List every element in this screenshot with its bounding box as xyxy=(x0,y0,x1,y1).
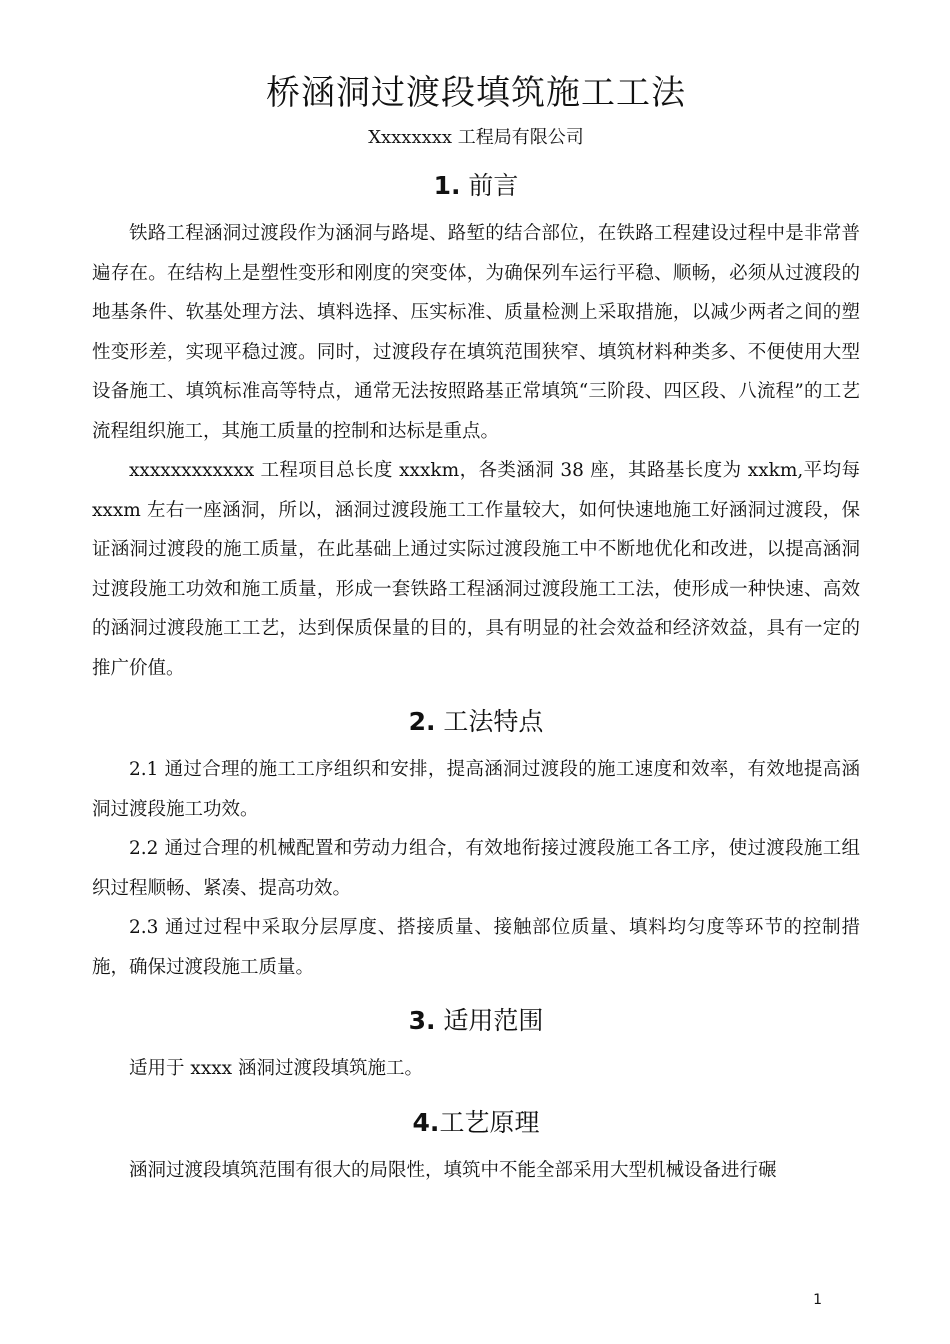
paragraph: 2.2 通过合理的机械配置和劳动力组合，有效地衔接过渡段施工各工序，使过渡段施工组织过程顺畅、紧凑、提高功效。 xyxy=(92,838,860,899)
section-number: 1. xyxy=(433,171,461,200)
section-title: 工艺原理 xyxy=(439,1107,540,1137)
section-4 xyxy=(92,1103,860,1191)
page-number-value: 1 xyxy=(813,1292,822,1308)
paragraph: 涵洞过渡段填筑范围有很大的局限性，填筑中不能全部采用大型机械设备进行碾 xyxy=(129,1159,777,1181)
section-1 xyxy=(92,166,860,688)
section-title: 适用范围 xyxy=(443,1006,544,1035)
section-number: 4. xyxy=(412,1107,440,1137)
section-heading xyxy=(92,1103,860,1143)
section-number: 2. xyxy=(408,707,436,736)
document-title: 桥涵洞过渡段填筑施工工法 xyxy=(266,73,686,113)
paragraph: 铁路工程涵洞过渡段作为涵洞与路堤、路堑的结合部位，在铁路工程建设过程中是非常普遍存在。在结构上是塑性变形和刚度的突变体，为确保列车运行平稳、顺畅，必须从过渡段的地基条件、软基处理方法、填料选择、压实标准、质量检测上采取措施，以减少两者之间的塑性变形差，实现平稳过渡。同时，过渡段存在填筑范围狭窄、填筑材料种类多、不便使用大型设备施工、填筑标准高等特点，通常无法按照路基正常填筑“三阶段、四区段、八流程”的工艺流程组织施工，其施工质量的控制和达标是重点。 xyxy=(92,223,860,442)
section-title: 前言 xyxy=(468,171,519,200)
section-3 xyxy=(92,1001,860,1089)
section-title: 工法特点 xyxy=(443,707,544,736)
company-name: Xxxxxxxx 工程局有限公司 xyxy=(368,127,584,148)
page-number xyxy=(0,1292,950,1308)
document-body xyxy=(92,68,860,1190)
section-number: 3. xyxy=(408,1006,436,1035)
section-heading xyxy=(92,166,860,206)
section-heading xyxy=(92,702,860,742)
paragraph: 适用于 xxxx 涵洞过渡段填筑施工。 xyxy=(129,1058,423,1079)
section-heading xyxy=(92,1001,860,1041)
paragraph: 2.1 通过合理的施工工序组织和安排，提高涵洞过渡段的施工速度和效率，有效地提高涵洞过渡段施工功效。 xyxy=(92,759,860,820)
paragraph: 2.3 通过过程中采取分层厚度、搭接质量、接触部位质量、填料均匀度等环节的控制措施，确保过渡段施工质量。 xyxy=(92,917,860,978)
section-2 xyxy=(92,702,860,987)
paragraph: xxxxxxxxxxxx 工程项目总长度 xxxkm，各类涵洞 38 座，其路基长度为 xxkm,平均每 xxxm 左右一座涵洞，所以，涵洞过渡段施工工作量较大，如何快速地施工好涵洞过渡段，保证涵洞过渡段的施工质量，在此基础上通过实际过渡段施工中不断地优化和改进，以提高涵洞过渡段施工功效和施工质量，形成一套铁路工程涵洞过渡段施工工法，使形成一种快速、高效的涵洞过渡段施工工艺，达到保质保量的目的，具有明显的社会效益和经济效益，具有一定的推广价值。 xyxy=(92,460,860,679)
